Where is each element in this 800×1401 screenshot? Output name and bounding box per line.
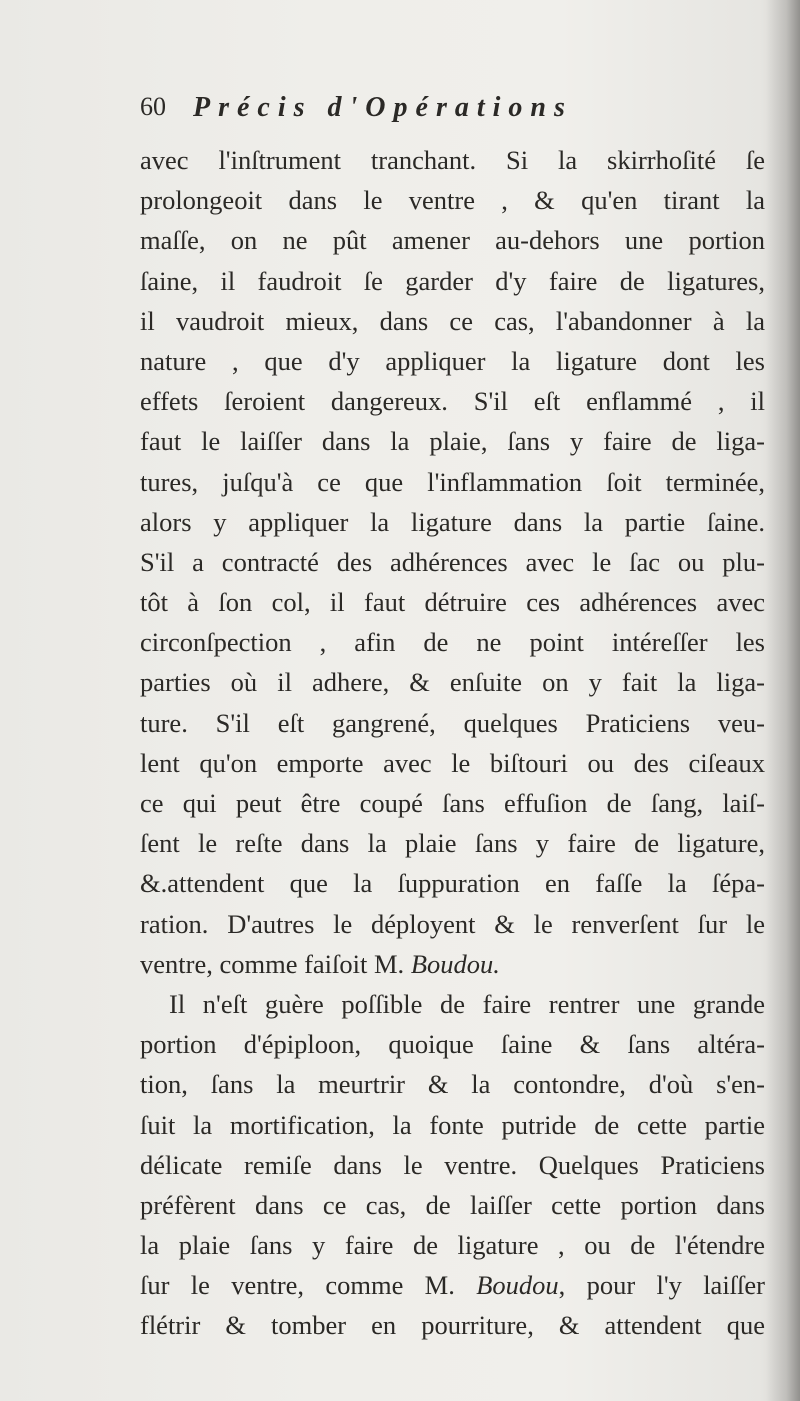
running-title: Précis d'Opérations (193, 92, 573, 123)
text-line: ſent le reſte dans la plaie ſans y faire de ligature, (140, 828, 765, 859)
text-line (140, 1265, 765, 1305)
page-number: 60 (140, 92, 166, 121)
text-line: ration. D'autres le déployent & le renverſent ſur le (140, 908, 765, 939)
text-line: prolongeoit dans le ventre , & qu'en tirant la (140, 185, 765, 216)
text-line: ce qui peut être coupé ſans effuſion de ſang, laiſ- (140, 788, 765, 818)
text-line: ſaine, il faudroit ſe garder d'y faire de ligatures, (140, 265, 765, 296)
text-line: il vaudroit mieux, dans ce cas, l'abandonner à la (140, 305, 765, 336)
text-fragment: ventre, comme faiſoit M. (140, 948, 411, 979)
text-line: alors y appliquer la ligature dans la partie ſaine. (140, 506, 765, 537)
text-fragment: , pour l'y laiſſer (558, 1270, 765, 1301)
text-line: tures, juſqu'à ce que l'inflammation ſoit terminée, (140, 466, 765, 497)
text-line: délicate remiſe dans le ventre. Quelques Praticiens (140, 1149, 765, 1180)
text-line: nature , que d'y appliquer la ligature dont les (140, 345, 765, 376)
text-line: flétrir & tomber en pourriture, & attendent que (140, 1310, 765, 1341)
text-line: lent qu'on emporte avec le biſtouri ou des ciſeaux (140, 747, 765, 778)
text-line: tôt à ſon col, il faut détruire ces adhérences avec (140, 587, 765, 618)
paragraph-start-line: Il n'eſt guère poſſible de faire rentrer une grande (169, 988, 765, 1019)
text-line: &.attendent que la ſuppuration en faſſe la ſépa- (140, 868, 765, 899)
paragraph-end-line (140, 944, 765, 984)
body-text (140, 140, 765, 1346)
text-line: parties où il adhere, & enſuite on y fait la liga- (140, 667, 765, 698)
page-header (140, 92, 660, 126)
text-line: ſuit la mortification, la fonte putride de cette partie (140, 1109, 765, 1140)
text-line: préfèrent dans ce cas, de laiſſer cette portion dans (140, 1189, 765, 1220)
text-line: maſſe, on ne pût amener au-dehors une portion (140, 225, 765, 256)
text-line: faut le laiſſer dans la plaie, ſans y faire de liga- (140, 426, 765, 457)
person-name: Boudou (476, 1270, 559, 1301)
text-line: effets ſeroient dangereux. S'il eſt enflammé , il (140, 386, 765, 417)
page-edge-shadow (766, 0, 800, 1401)
text-line: la plaie ſans y faire de ligature , ou de l'étendre (140, 1230, 765, 1261)
text-line: S'il a contracté des adhérences avec le ſac ou plu- (140, 546, 765, 577)
text-line: ture. S'il eſt gangrené, quelques Praticiens veu- (140, 707, 765, 738)
text-line: tion, ſans la meurtrir & la contondre, d'où s'en- (140, 1069, 765, 1100)
person-name: Boudou. (410, 948, 500, 979)
text-line: portion d'épiploon, quoique ſaine & ſans altéra- (140, 1029, 765, 1060)
text-fragment: ſur le ventre, comme M. (140, 1270, 477, 1301)
text-line: avec l'inſtrument tranchant. Si la skirrhoſité ſe (140, 145, 765, 175)
text-line: circonſpection , afin de ne point intéreſſer les (140, 627, 765, 658)
